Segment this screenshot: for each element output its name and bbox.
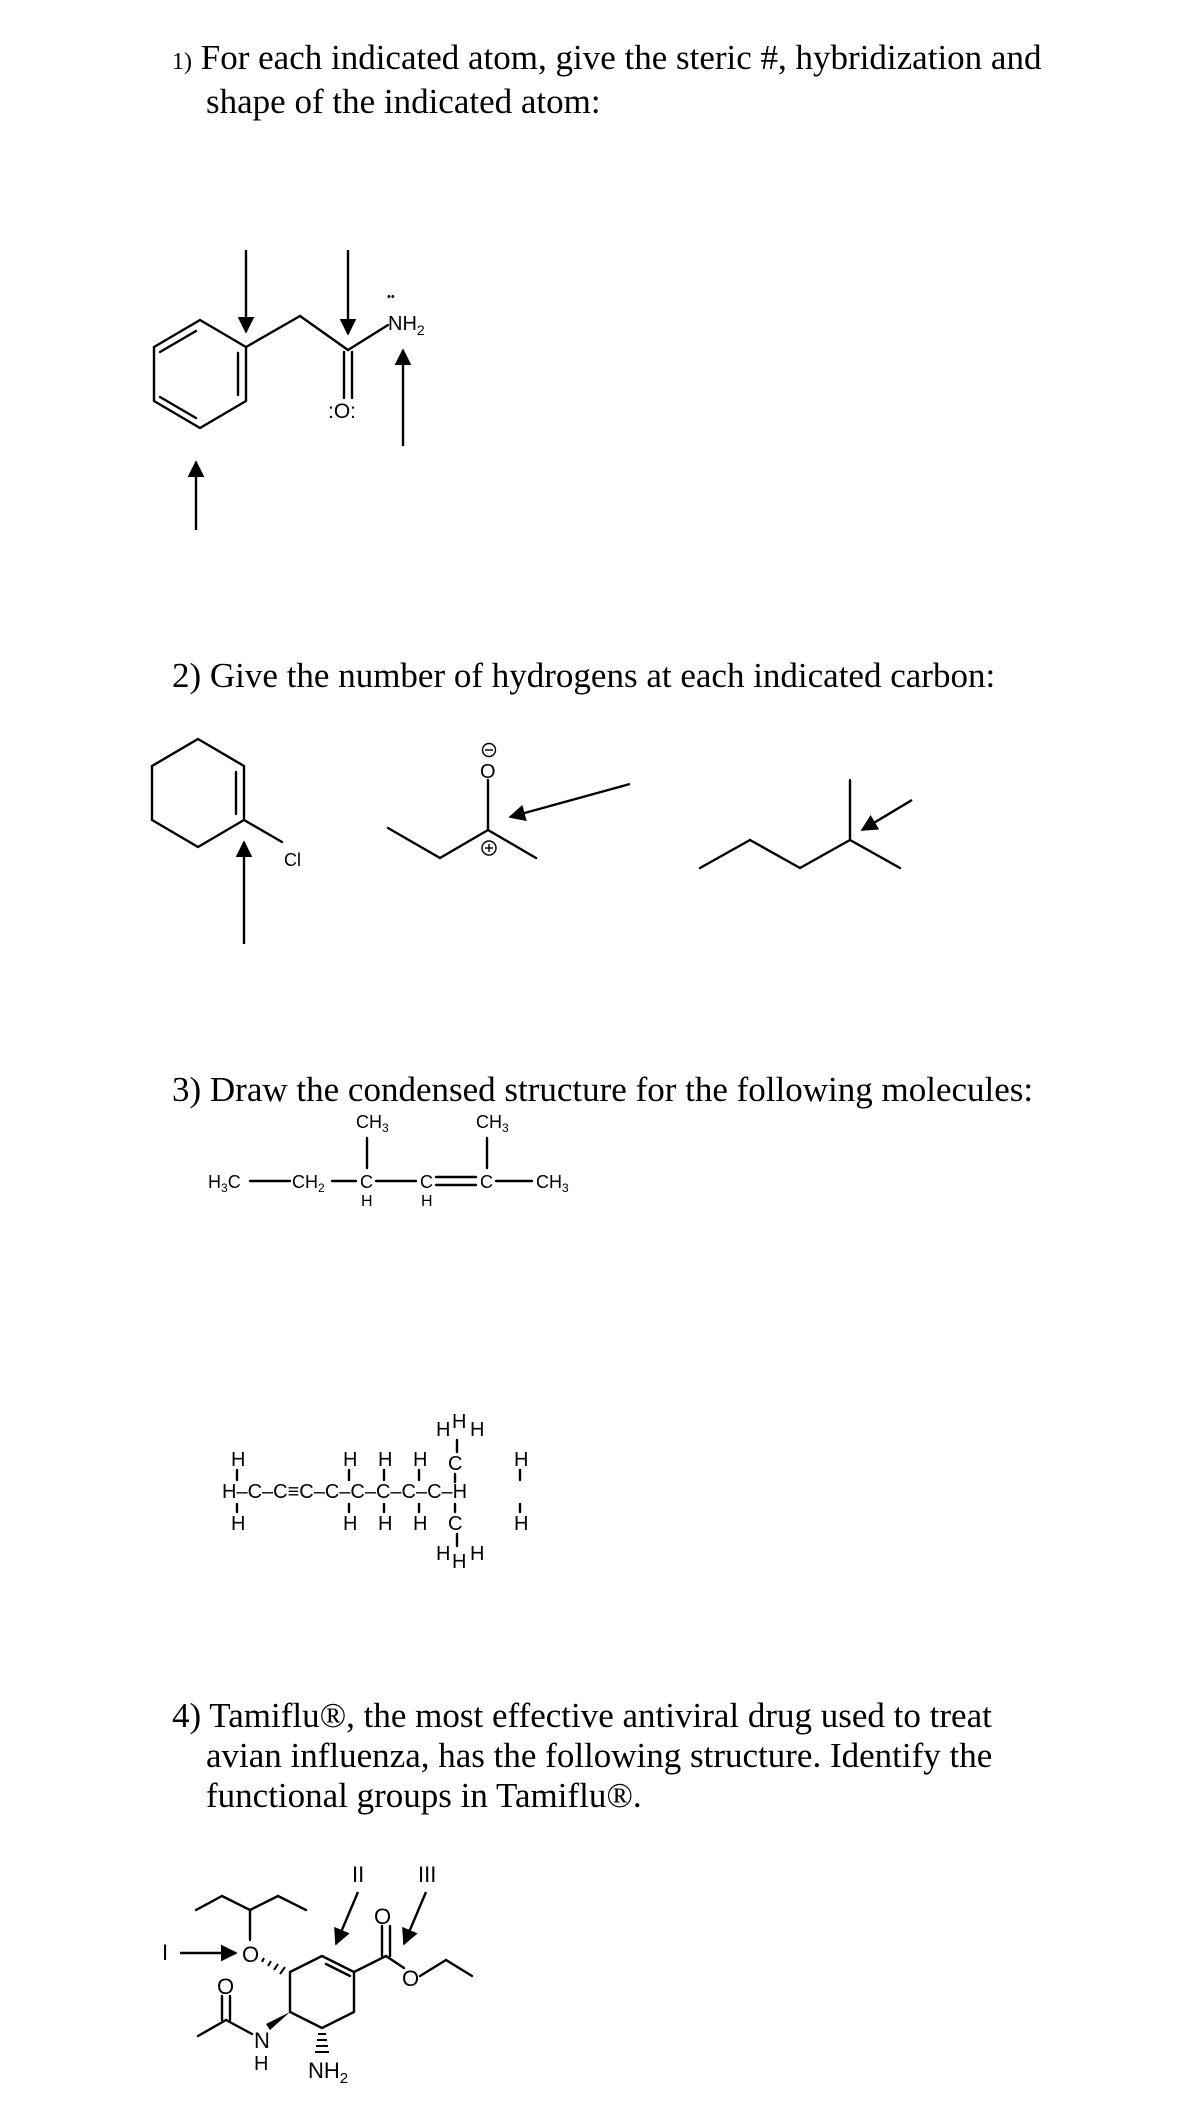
c-n-bond <box>348 325 388 350</box>
h3c-label: $H_3C$ <box>208 1172 241 1195</box>
c-top-methyl: C <box>448 1453 463 1475</box>
q1-molecule <box>154 250 425 530</box>
h-top-methyl-3: H <box>470 1419 485 1441</box>
h-bottom-c9: H <box>514 1513 529 1535</box>
h-top-c6: H <box>378 1449 393 1471</box>
q3-molecule-1 <box>208 1112 569 1210</box>
ch2-label: $CH_2$ <box>292 1172 325 1195</box>
q1-oxygen-label: :O: <box>328 400 357 423</box>
carbonyl-carbon-bond <box>300 316 348 350</box>
question-1-line-1: For each indicated atom, give the steric #, hybridization and <box>200 38 1042 77</box>
roman-label-2: II <box>352 1862 365 1887</box>
ester-oxygen: O <box>402 1966 420 1991</box>
amine-label: $NH_2$ <box>308 2058 349 2087</box>
amide-nitrogen: N <box>254 2028 270 2053</box>
ether-oxygen-label: O <box>242 1942 260 1967</box>
h-bottom-c6: H <box>378 1513 393 1535</box>
q2-arrow-3 <box>862 800 912 830</box>
h-under-c2: H <box>421 1193 433 1210</box>
q2-cl-label: Cl <box>284 850 301 870</box>
roman-label-1: I <box>162 1940 169 1965</box>
question-4-line-3: functional groups in Tamiflu®. <box>206 1776 642 1815</box>
h-top-c9: H <box>514 1449 529 1471</box>
main-chain: H–C–C≡C–C–C–C–C–C–H <box>222 1481 468 1503</box>
question-3-text: 3) Draw the condensed structure for the following molecules: <box>172 1070 1034 1109</box>
c-bottom-methyl: C <box>448 1513 463 1535</box>
q2-oxocarbenium <box>388 744 630 859</box>
amide-oxygen: O <box>217 1974 235 1999</box>
q1-nh2-label: $NH_2$ <box>388 313 425 338</box>
ch3-top-2: $CH_3$ <box>476 1112 509 1135</box>
q2-cyclohexene <box>152 739 301 944</box>
question-2-text: 2) Give the number of hydrogens at each indicated carbon: <box>172 656 996 695</box>
q4-tamiflu <box>162 1862 472 2087</box>
ch3-top-1: $CH_3$ <box>356 1112 389 1135</box>
q2-oxygen-label: O <box>480 761 496 783</box>
ester-carbonyl-oxygen: O <box>374 1904 392 1929</box>
c1-label: C <box>360 1172 373 1192</box>
h-top-c1: H <box>231 1449 246 1471</box>
h-bottom-c1: H <box>231 1513 246 1535</box>
q4-arrow-alkene <box>336 1892 358 1944</box>
q3-molecule-2 <box>222 1411 528 1573</box>
question-4-line-2: avian influenza, has the following structure. Identify the <box>206 1736 993 1775</box>
question-4-line-1: 4) Tamiflu®, the most effective antiviral drug used to treat <box>172 1696 992 1735</box>
h-top-c5: H <box>343 1449 358 1471</box>
h-bottom-methyl-3: H <box>470 1543 485 1565</box>
h-bottom-methyl-2: H <box>452 1551 467 1573</box>
ch3-end: $CH_3$ <box>536 1172 569 1195</box>
h-top-methyl-1: H <box>436 1419 451 1441</box>
c2-label: C <box>420 1172 433 1192</box>
roman-label-3: III <box>418 1862 437 1887</box>
q2-branched-alkane <box>700 780 912 868</box>
question-1-line-2: shape of the indicated atom: <box>206 82 601 121</box>
h-bottom-c7: H <box>413 1513 428 1535</box>
q4-arrow-ester <box>404 1892 426 1944</box>
ch2-bond <box>246 316 300 347</box>
question-1-number: 1) <box>172 49 192 75</box>
h-bottom-methyl-1: H <box>436 1543 451 1565</box>
amide-hydrogen: H <box>254 2053 269 2075</box>
h-under-c1: H <box>361 1193 373 1210</box>
h-top-c7: H <box>413 1449 428 1471</box>
c3-label: C <box>480 1172 493 1192</box>
h-top-methyl-2: H <box>452 1411 467 1433</box>
h-bottom-c5: H <box>343 1513 358 1535</box>
q1-nitrogen-lone-pair: •• <box>387 291 395 303</box>
benzene-ring <box>154 320 246 428</box>
q2-arrow-2 <box>510 784 630 817</box>
